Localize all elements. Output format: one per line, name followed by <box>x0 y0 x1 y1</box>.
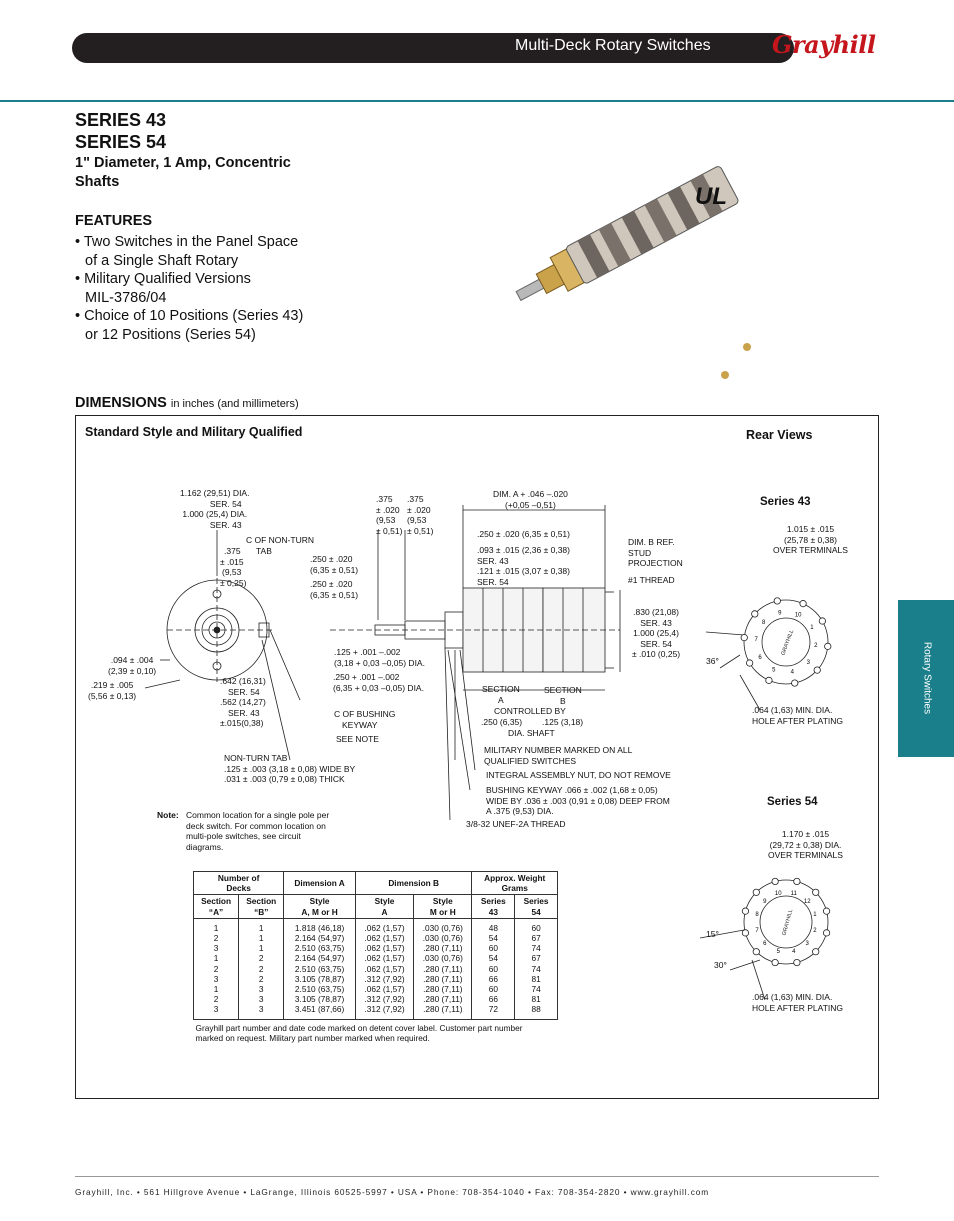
table-cell: 2 <box>213 994 219 1005</box>
table-cell: 72 <box>488 1004 498 1015</box>
table-cell: 2 <box>213 963 219 974</box>
see-note-label: SEE NOTE <box>336 734 379 744</box>
table-cell: 1 <box>213 922 219 933</box>
table-cell: .280 (7,11) <box>423 994 463 1005</box>
subtitle-line-2: Shafts <box>75 174 120 190</box>
table-cell: 1 <box>258 943 264 954</box>
dial-number: 3 <box>805 941 809 948</box>
table-cell: 2.164 (54,97) <box>294 933 345 944</box>
table-cell: .280 (7,11) <box>423 984 463 995</box>
table-cell: 60 <box>488 984 498 995</box>
col-series-54: Series 54 <box>515 895 558 918</box>
table-cell: .312 (7,92) <box>364 994 405 1005</box>
dial-number: 12 <box>803 898 811 905</box>
s54-angle-15: 15° <box>706 929 719 939</box>
dial-number: 8 <box>755 912 759 919</box>
dial-number: 4 <box>792 948 796 955</box>
dial-terminal <box>812 889 818 895</box>
dial-number: 1 <box>810 625 814 631</box>
table-cell: 74 <box>531 943 541 954</box>
series-54-dial-brand: GRAYHILL <box>781 908 795 937</box>
table-cell: 1 <box>258 933 264 944</box>
side-375b-label: .375 ± .020 (9,53 ± 0,51) <box>407 494 434 536</box>
table-column-cell <box>284 918 356 1019</box>
front-094-label: .094 ± .004 (2,39 ± 0,10) <box>108 655 157 676</box>
table-cell: .280 (7,11) <box>423 973 463 984</box>
table-cell: .280 (7,11) <box>423 1004 463 1015</box>
table-cell: 66 <box>488 994 498 1005</box>
table-column-cell <box>472 918 515 1019</box>
table-cell: 54 <box>488 953 498 964</box>
table-cell: 74 <box>531 963 541 974</box>
table-column-cell <box>515 918 558 1019</box>
table-cell: 2.510 (63,75) <box>294 963 345 974</box>
table-cell: .030 (0,76) <box>422 933 463 944</box>
table-cell: 67 <box>531 953 541 964</box>
military-label: MILITARY NUMBER MARKED ON ALL QUALIFIED SWITCHES <box>484 745 633 766</box>
table-cell: 3 <box>213 1004 219 1015</box>
table-cell: .280 (7,11) <box>423 963 463 974</box>
table-cell: .312 (7,92) <box>364 973 405 984</box>
table-cell: 3.451 (87,66) <box>294 1004 345 1015</box>
side-250d-label: .250 ± .020 (6,35 ± 0,51) <box>477 529 570 539</box>
dial-number: 1 <box>813 912 817 919</box>
s54-hole: .064 (1,63) MIN. DIA. HOLE AFTER PLATING <box>752 992 844 1013</box>
s43-hole: .064 (1,63) MIN. DIA. HOLE AFTER PLATING <box>752 705 844 726</box>
table-cell: 2 <box>213 933 219 944</box>
dial-number: 10 <box>794 612 802 619</box>
dial-number: 9 <box>778 610 782 617</box>
dial-terminal <box>812 948 818 954</box>
ul-mark: UL <box>695 183 727 210</box>
series-43-dial-brand: GRAYHILL <box>780 629 796 657</box>
rotary-switches-tab-label: Rotary Switches <box>921 641 933 715</box>
dial-number: 5 <box>772 667 776 674</box>
dial-number: 11 <box>790 891 797 898</box>
dial-terminal <box>794 959 800 965</box>
dial-number: 2 <box>814 643 818 650</box>
table-column-cell <box>239 918 284 1019</box>
col-style-mh: Style M or H <box>414 895 472 918</box>
s43-over-terminals: 1.015 ± .015 (25,78 ± 0,38) OVER TERMINALS <box>773 524 848 555</box>
table-cell: 3 <box>258 984 264 995</box>
side-250a-label: .250 ± .020 (6,35 ± 0,51) <box>310 554 359 575</box>
table-cell: .030 (0,76) <box>422 922 463 933</box>
note-text: Common location for a single pole per deck switch. For common location on multi-pole switches, see circuit diagrams. <box>186 810 330 852</box>
dial-number: 10 <box>774 891 782 898</box>
table-cell: 54 <box>488 933 498 944</box>
table-cell: 60 <box>488 943 498 954</box>
dial-number: 6 <box>763 941 767 948</box>
note-label: Note: <box>157 810 179 820</box>
dial-terminal <box>753 889 759 895</box>
table-cell: .030 (0,76) <box>422 953 463 964</box>
front-642-label: .642 (16,31) SER. 54 .562 (14,27) SER. 43 ±.015(0,38) <box>220 676 266 728</box>
dial-terminal <box>772 959 778 965</box>
features-title: FEATURES <box>75 213 153 229</box>
controlled-by-label: CONTROLLED BY <box>494 706 566 716</box>
side-093-label: .093 ± .015 (2,36 ± 0,38) SER. 43 .121 ± .015 (3,07 ± 0,38) SER. 54 <box>477 545 570 587</box>
table-cell: 2 <box>258 953 264 964</box>
table-cell: .312 (7,92) <box>364 1004 405 1015</box>
table-cell: 1.818 (46,18) <box>294 922 345 933</box>
side-250e-label: .250 (6,35) <box>481 717 523 727</box>
s54-angle-30: 30° <box>714 960 727 970</box>
s54-over-terminals: 1.170 ± .015 (29,72 ± 0,38) DIA. OVER TERMINALS <box>768 829 843 860</box>
s43-angle: 36° <box>706 656 719 666</box>
table-cell: 2.164 (54,97) <box>294 953 345 964</box>
dial-terminal <box>823 930 829 936</box>
table-cell: .062 (1,57) <box>364 922 405 933</box>
series-43-title: SERIES 43 <box>75 110 167 130</box>
dial-number: 2 <box>813 927 817 934</box>
table-cell: 48 <box>488 922 498 933</box>
series-54-title: SERIES 54 <box>75 132 167 152</box>
dial-terminal <box>823 908 829 914</box>
col-section-a: Section “A” <box>194 895 239 918</box>
table-cell: 1 <box>213 984 219 995</box>
dial-number: 4 <box>790 669 794 676</box>
table-row <box>194 918 558 1019</box>
spec-table <box>193 871 558 1044</box>
bushing-keyway-center-label: C OF BUSHING KEYWAY <box>334 709 396 730</box>
non-turn-tab-label: NON-TURN TAB .125 ± .003 (3,18 ± 0,08) WIDE BY .031 ± .003 (0,79 ± 0,08) THICK <box>224 753 356 784</box>
feature-item: • Choice of 10 Positions (Series 43) <box>75 308 304 325</box>
col-style-amh: Style A, M or H <box>284 895 356 918</box>
col-dim-a: Dimension A <box>284 872 356 895</box>
table-cell: 67 <box>531 933 541 944</box>
thread-1-label: #1 THREAD <box>628 575 675 585</box>
dim-a-label: DIM. A + .046 –.020 (+0,05 –0,51) <box>493 489 568 510</box>
section-a-label: SECTION A <box>482 684 520 705</box>
table-cell: 60 <box>531 922 541 933</box>
bushing-keyway-label: BUSHING KEYWAY .066 ± .002 (1,68 ± 0,05) WIDE BY .036 ± .003 (0,91 ± 0,08) DEEP FROM A .375 (9,53) DIA. <box>486 785 670 816</box>
series-43-rear-label: Series 43 <box>760 496 811 508</box>
table-cell: 81 <box>531 973 541 984</box>
table-cell: .062 (1,57) <box>364 953 405 964</box>
table-column-cell <box>194 918 239 1019</box>
table-cell: 3 <box>258 1004 264 1015</box>
table-cell: .062 (1,57) <box>364 984 405 995</box>
table-cell: 3.105 (78,87) <box>294 994 345 1005</box>
feature-item: of a Single Shaft Rotary <box>85 252 239 269</box>
table-cell: .062 (1,57) <box>364 933 405 944</box>
table-cell: 3.105 (78,87) <box>294 973 345 984</box>
series-54-rear-label: Series 54 <box>767 796 818 808</box>
side-375a-label: .375 ± .020 (9,53 ± 0,51) <box>376 494 403 536</box>
footer-contact: Grayhill, Inc. • 561 Hillgrove Avenue • LaGrange, Illinois 60525-5997 • USA • Phone: 708-354-1040 • Fax: 708-354-2820 • www.grayhill.com <box>75 1187 710 1197</box>
feature-item: • Two Switches in the Panel Space <box>75 234 299 250</box>
table-cell: 1 <box>213 953 219 964</box>
dial-number: 9 <box>763 898 767 905</box>
dia-shaft-label: DIA. SHAFT <box>508 728 555 738</box>
integral-nut-label: INTEGRAL ASSEMBLY NUT, DO NOT REMOVE <box>486 770 671 780</box>
table-cell: 1 <box>258 922 264 933</box>
dial-number: 3 <box>806 660 810 667</box>
table-cell: 3 <box>213 943 219 954</box>
header-title: Multi-Deck Rotary Switches <box>515 37 711 54</box>
table-cell: 81 <box>531 994 541 1005</box>
front-dia-label: 1.162 (29,51) DIA. SER. 54 1.000 (25,4) DIA. SER. 43 <box>180 488 250 530</box>
front-219-label: .219 ± .005 (5,56 ± 0,13) <box>88 680 137 701</box>
col-section-b: Section “B” <box>239 895 284 918</box>
section-b-label: SECTION B <box>544 685 582 706</box>
feature-item: • Military Qualified Versions <box>75 271 251 288</box>
front-375-label: .375 ± .015 (9,53 ± 0,25) <box>220 546 247 588</box>
feature-item: MIL-3786/04 <box>85 289 167 306</box>
side-125-label: .125 + .001 –.002 (3,18 + 0,03 –0,05) DIA. <box>334 647 425 668</box>
col-decks: Number of Decks <box>194 872 284 895</box>
table-cell: 2 <box>258 963 264 974</box>
dial-number: 8 <box>762 619 766 626</box>
dial-number: 5 <box>776 948 780 955</box>
dial-terminal <box>794 878 800 884</box>
dial-terminal <box>753 948 759 954</box>
table-cell: 66 <box>488 973 498 984</box>
side-830-label: .830 (21,08) SER. 43 1.000 (25,4) SER. 54 ± .010 (0,25) <box>632 607 681 659</box>
dial-number: 7 <box>754 636 758 643</box>
dimensions-units: in inches (and millimeters) <box>170 398 299 410</box>
side-125b-label: .125 (3,18) <box>542 717 584 727</box>
footer-rule <box>75 1176 879 1177</box>
grayhill-logo[interactable]: Grayhill <box>772 30 876 59</box>
dial-terminal <box>742 908 748 914</box>
table-cell: 88 <box>531 1004 541 1015</box>
table-cell: 2.510 (63,75) <box>294 943 345 954</box>
table-cell: 3 <box>258 994 264 1005</box>
col-dim-b: Dimension B <box>355 872 472 895</box>
col-style-a: Style A <box>355 895 413 918</box>
panel-title: Standard Style and Military Qualified <box>85 425 303 439</box>
subtitle-line-1: 1" Diameter, 1 Amp, Concentric <box>75 155 291 171</box>
col-series-43: Series 43 <box>472 895 515 918</box>
rear-views-title: Rear Views <box>746 428 813 442</box>
side-250b-label: .250 ± .020 (6,35 ± 0,51) <box>310 579 359 600</box>
dim-b-label: DIM. B REF. STUD PROJECTION <box>628 537 683 568</box>
side-250c-label: .250 + .001 –.002 (6,35 + 0,03 –0,05) DIA. <box>333 672 424 693</box>
dial-terminal <box>772 878 778 884</box>
table-cell: 74 <box>531 984 541 995</box>
dial-terminal <box>742 930 748 936</box>
feature-item: or 12 Positions (Series 54) <box>85 326 256 343</box>
unef-label: 3/8-32 UNEF-2A THREAD <box>466 819 566 829</box>
dimensions-heading: DIMENSIONS <box>75 395 167 411</box>
table-footnote: Grayhill part number and date code marked on detent cover label. Customer part number marked on request. Military part number marked when required. <box>195 1022 523 1043</box>
non-turn-center-label: C OF NON-TURN TAB <box>246 535 314 556</box>
table-cell: 3 <box>213 973 219 984</box>
table-cell: 2.510 (63,75) <box>294 984 345 995</box>
table-column-cell <box>414 918 472 1019</box>
dial-number: 7 <box>755 927 759 934</box>
dial-number: 6 <box>758 655 762 661</box>
table-cell: 60 <box>488 963 498 974</box>
table-cell: .062 (1,57) <box>364 963 405 974</box>
table-cell: .062 (1,57) <box>364 943 405 954</box>
table-cell: 2 <box>258 973 264 984</box>
table-cell: .280 (7,11) <box>423 943 463 954</box>
table-column-cell <box>355 918 413 1019</box>
col-weight: Approx. Weight Grams <box>472 872 558 895</box>
